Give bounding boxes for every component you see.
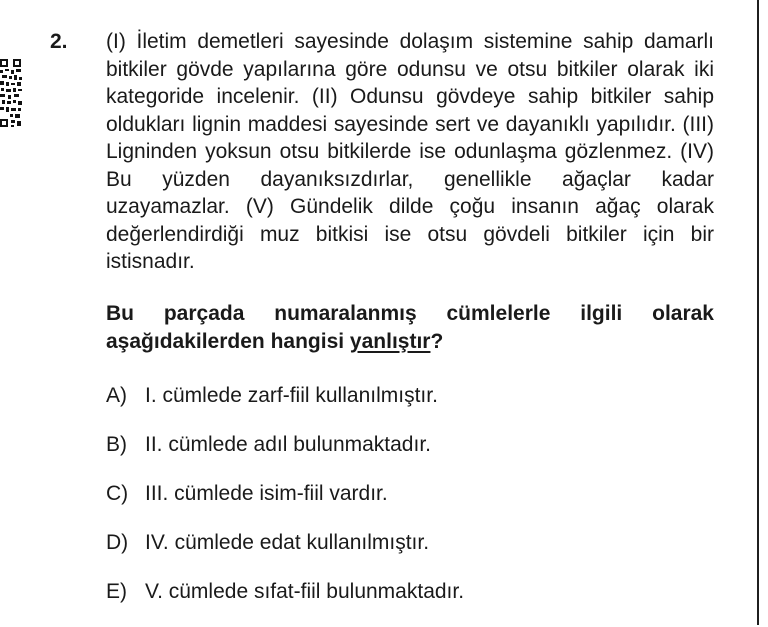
option-text: V. cümlede sıfat-fiil bulunmaktadır. xyxy=(145,580,465,603)
answer-option-d[interactable] xyxy=(106,529,726,578)
question-prompt xyxy=(106,300,714,356)
question-passage: (I) İletim demetleri sayesinde dolaşım sistemine sahip damarlı bitkiler gövde yapılarına göre odunsu ve otsu bitkiler olarak iki kategoride incelenir. (II) Odunsu gövdeye sahip bitkiler sahip oldukları lignin maddesi sayesinde sert ve dayanıklı yapılıdır. (III) Ligninden yoksun otsu bitkilerde ise odunlaşma gözlenmez. (IV) Bu yüzden dayanıksızdırlar, genellikle ağaçlar kadar uzayamazlar. (V) Gündelik dilde çoğu insanın ağaç olarak değerlendirdiği muz bitkisi ise otsu gövdeli bitkiler için bir istisnadır. xyxy=(106,30,714,273)
page-border-line xyxy=(757,0,759,625)
option-letter: C) xyxy=(106,482,129,505)
answer-option-b[interactable] xyxy=(106,431,726,480)
question-prompt-underlined-word: yanlıştır xyxy=(349,330,431,353)
answer-option-a[interactable] xyxy=(106,382,726,431)
option-text: II. cümlede adıl bulunmaktadır. xyxy=(145,433,431,456)
option-letter: B) xyxy=(106,433,127,456)
question-number: 2. xyxy=(50,30,68,53)
qr-code-icon xyxy=(0,58,22,128)
option-text: I. cümlede zarf-fiil kullanılmıştır. xyxy=(145,384,438,407)
answer-option-e[interactable] xyxy=(106,578,726,627)
option-text: III. cümlede isim-fiil vardır. xyxy=(145,482,388,505)
answer-option-c[interactable] xyxy=(106,480,726,529)
option-letter: A) xyxy=(106,384,127,407)
option-letter: E) xyxy=(106,580,127,603)
question-prompt-mark: ? xyxy=(430,330,444,353)
option-text: IV. cümlede edat kullanılmıştır. xyxy=(145,531,430,554)
option-letter: D) xyxy=(106,531,129,554)
answer-options xyxy=(106,382,726,627)
question-prompt-text: Bu parçada numaralanmış cümlelerle ilgili olarak aşağıdakilerden hangisi xyxy=(106,302,714,353)
